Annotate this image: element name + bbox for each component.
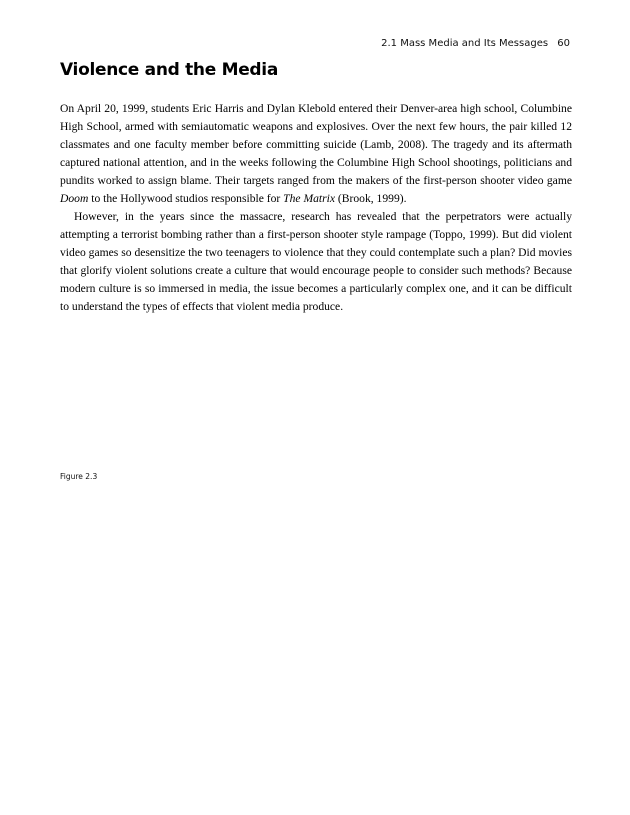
running-title: 2.1 Mass Media and Its Messages	[381, 38, 549, 49]
section-title: Violence and the Media	[60, 60, 279, 80]
title-doom: Doom	[60, 192, 89, 205]
paragraph-1	[60, 100, 572, 208]
body-text	[60, 100, 572, 316]
title-the-matrix: The Matrix	[283, 192, 336, 205]
paragraph-1-text-3: (Brook, 1999).	[335, 192, 407, 205]
figure-caption: Figure 2.3	[60, 472, 98, 481]
paragraph-1-text-2: to the Hollywood studios responsible for	[88, 192, 284, 205]
paragraph-2	[60, 208, 572, 316]
running-header	[381, 38, 570, 49]
paragraph-1-text-1: On April 20, 1999, students Eric Harris and Dylan Klebold entered their Denver-area high school, Columbine High School, armed with semiautomatic weapons and explosives. Over the next few hours, the pair killed 12 classmates and one faculty member before committing suicide (Lamb, 2008). The tragedy and its aftermath captured national attention, and in the weeks following the Columbine High School shootings, politicians and pundits worked to assign blame. Their targets ranged from the makers of the first-person shooter video game	[60, 102, 572, 187]
paragraph-2-text: However, in the years since the massacre, research has revealed that the perpetrators were actually attempting a terrorist bombing rather than a first-person shooter style rampage (Toppo, 1999). But did violent video games so desensitize the two teenagers to violence that they could contemplate such a plan? Did movies that glorify violent solutions create a culture that would encourage people to consider such methods? Because modern culture is so immersed in media, the issue becomes a particularly complex one, and it can be difficult to understand the types of effects that violent media produce.	[60, 210, 572, 313]
page-number: 60	[557, 38, 570, 49]
